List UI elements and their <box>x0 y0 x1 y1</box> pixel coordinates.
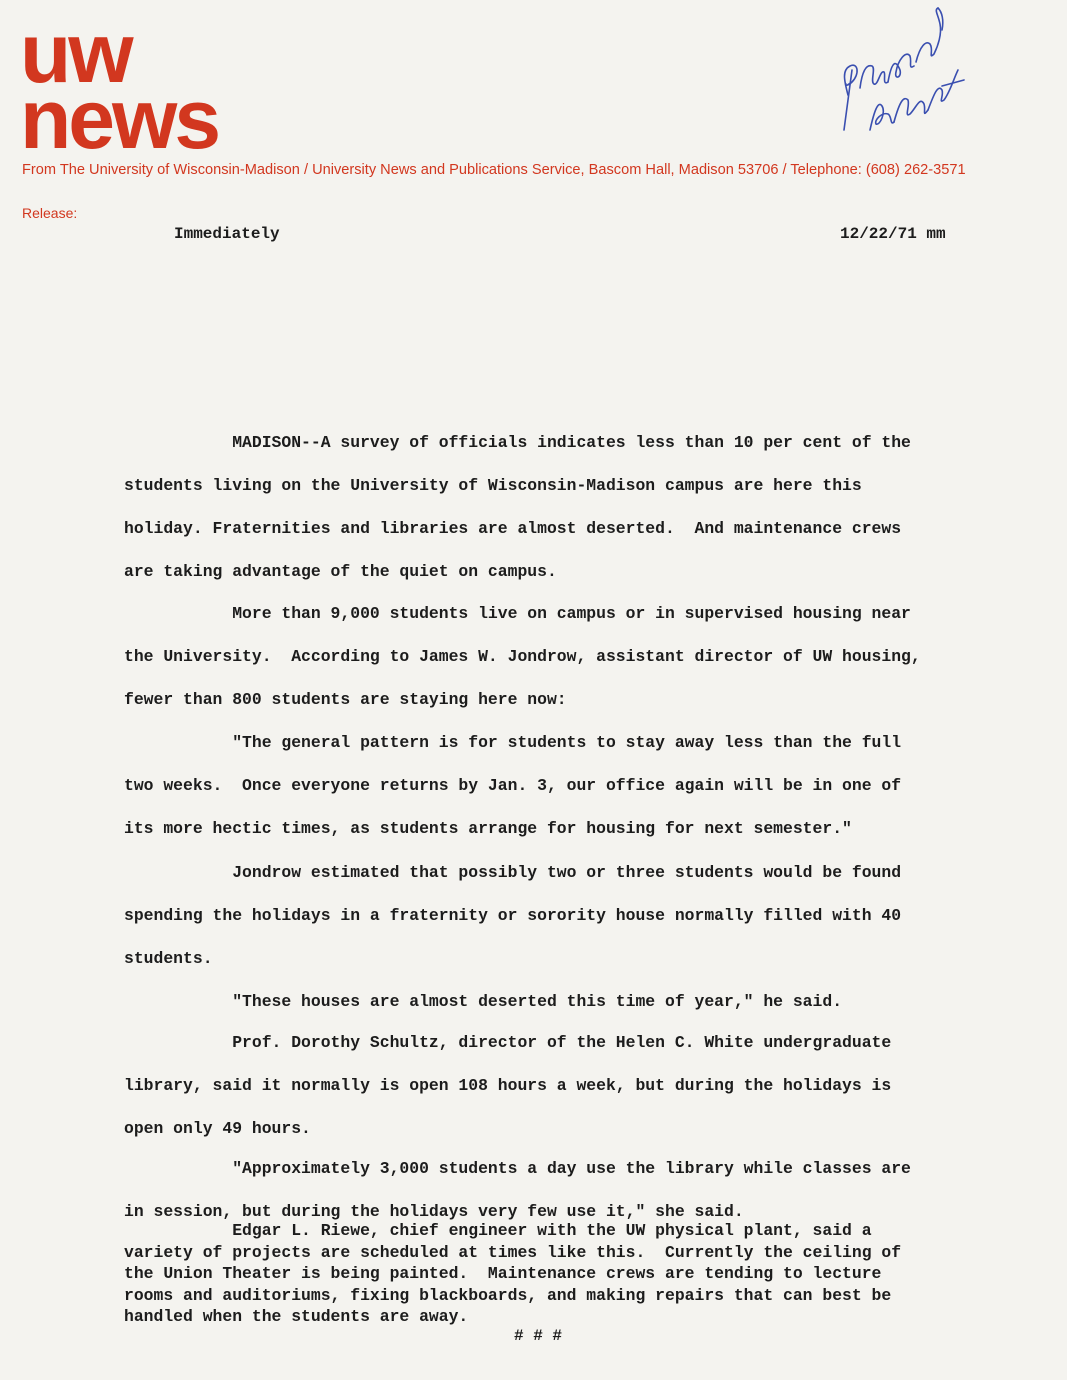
paragraph-physical-plant: Edgar L. Riewe, chief engineer with the UW physical plant, said a variety of projects are scheduled at times like this. Currently the ceiling of the Union Theater is being painted. Maintenance crews are tending to lecture rooms and auditoriums, fixing blackboards, and making repairs that can best be handled when the students are away. <box>124 1221 902 1326</box>
uw-news-logo <box>20 6 219 166</box>
release-label: Release: <box>22 205 78 221</box>
paragraph-library: Prof. Dorothy Schultz, director of the Helen C. White undergraduate library, said it normally is open 108 hours a week, but during the holidays is open only 49 hours. <box>124 1033 892 1138</box>
paragraph-survey: MADISON--A survey of officials indicates less than 10 per cent of the students living on the University of Wisconsin-Madison campus are here this holiday. Fraternities and libraries are almost deserted. And maintenance crews are taking advantage of the quiet on campus. <box>124 433 911 581</box>
logo-line-news: news <box>20 72 219 166</box>
handwritten-note-text: Physical plant <box>830 0 839 1</box>
paragraph-quote-pattern: "The general pattern is for students to stay away less than the full two weeks. Once everyone returns by Jan. 3, our office again will be in one of its more hectic times, as students arrange for housing for next semester." <box>124 733 902 838</box>
letterhead-address: From The University of Wisconsin-Madison / University News and Publications Service, Bascom Hall, Madison 53706 / Telephone: (608) 262-3571 <box>22 162 966 178</box>
paragraph-quote-library: "Approximately 3,000 students a day use the library while classes are in session, but during the holidays very few use it," she said. <box>124 1159 911 1221</box>
paragraph-fraternities: Jondrow estimated that possibly two or three students would be found spending the holidays in a fraternity or sorority house normally filled with 40 students. <box>124 863 902 968</box>
paragraph-quote-houses: "These houses are almost deserted this time of year," he said. <box>124 992 843 1011</box>
paragraph-housing: More than 9,000 students live on campus or in supervised housing near the University. According to James W. Jondrow, assistant director of UW housing, fewer than 800 students are staying here now: <box>124 604 921 709</box>
end-mark: # # # <box>514 1327 563 1345</box>
release-value: Immediately <box>174 225 280 243</box>
date-code: 12/22/71 mm <box>840 225 946 243</box>
handwritten-note-signature <box>830 0 980 145</box>
logo-line-uw: uw <box>20 6 131 100</box>
